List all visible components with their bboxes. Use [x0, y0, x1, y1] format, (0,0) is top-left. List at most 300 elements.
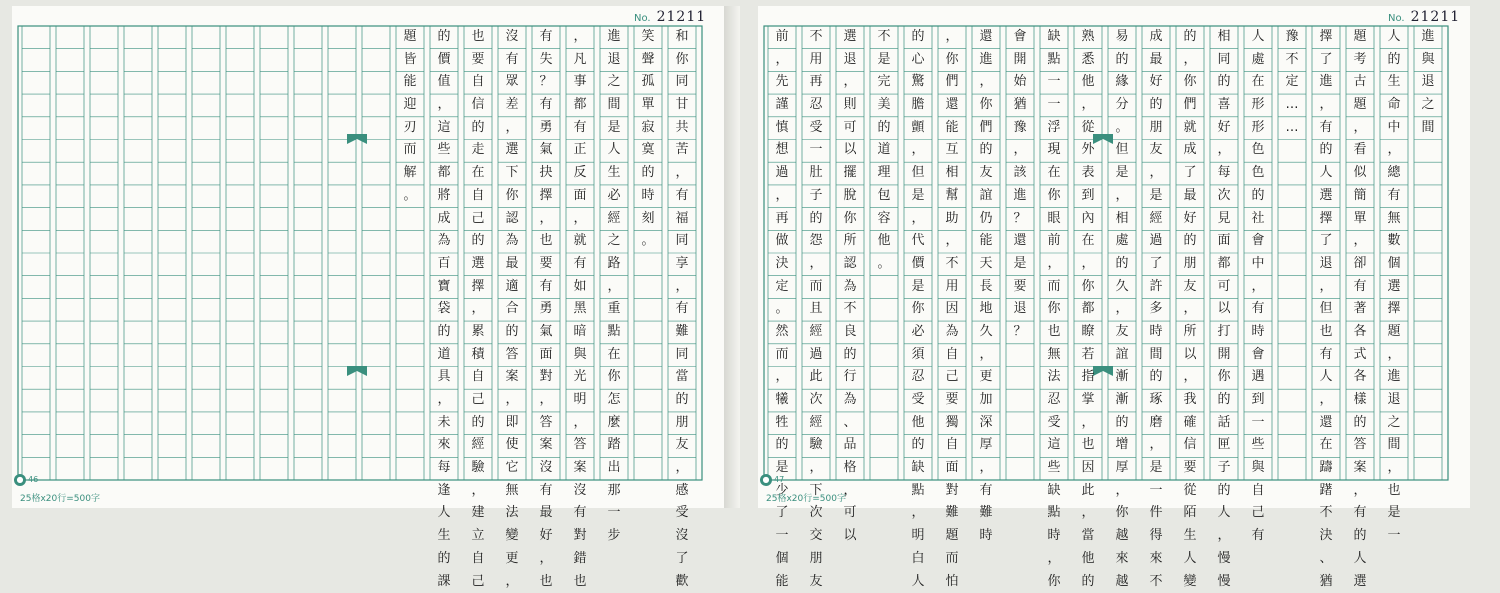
- manuscript-char: 是: [1112, 162, 1132, 185]
- manuscript-char: ，: [908, 502, 928, 525]
- text-column: [1078, 26, 1098, 593]
- text-column: [502, 26, 522, 593]
- manuscript-char: 缺: [1044, 480, 1064, 503]
- serial-label: No.: [1388, 13, 1405, 24]
- manuscript-char: 己: [468, 389, 488, 412]
- manuscript-char: ，: [502, 389, 522, 412]
- text-column: [604, 26, 624, 548]
- manuscript-char: 對: [570, 525, 590, 548]
- manuscript-char: ，: [1146, 162, 1166, 185]
- manuscript-char: 明: [570, 389, 590, 412]
- manuscript-char: 即: [502, 412, 522, 435]
- manuscript-char: 過: [806, 344, 826, 367]
- manuscript-char: ，: [840, 71, 860, 94]
- manuscript-char: 有: [1248, 298, 1268, 321]
- manuscript-char: 有: [536, 276, 556, 299]
- manuscript-char: 不: [1316, 502, 1336, 525]
- manuscript-char: ，: [672, 276, 692, 299]
- manuscript-char: 朋: [672, 412, 692, 435]
- manuscript-char: 人: [1350, 548, 1370, 571]
- manuscript-char: 人: [1384, 26, 1404, 49]
- manuscript-char: 人: [1316, 366, 1336, 389]
- manuscript-char: 謹: [772, 94, 792, 117]
- manuscript-char: 沒: [502, 26, 522, 49]
- manuscript-char: 悉: [1078, 49, 1098, 72]
- manuscript-char: 陌: [1180, 502, 1200, 525]
- manuscript-char: 正: [570, 139, 590, 162]
- manuscript-char: ，: [976, 71, 996, 94]
- manuscript-char: 單: [638, 94, 658, 117]
- text-column: [874, 26, 894, 276]
- manuscript-char: 而: [1044, 276, 1064, 299]
- manuscript-char: 有: [502, 49, 522, 72]
- manuscript-char: 社: [1248, 208, 1268, 231]
- text-column: [908, 26, 928, 593]
- manuscript-char: 黑: [570, 298, 590, 321]
- manuscript-char: 難: [976, 502, 996, 525]
- manuscript-char: 用: [806, 49, 826, 72]
- manuscript-char: 們: [976, 117, 996, 140]
- manuscript-char: 你: [840, 208, 860, 231]
- manuscript-char: 獨: [942, 412, 962, 435]
- manuscript-char: 有: [1384, 185, 1404, 208]
- manuscript-char: 人: [1214, 502, 1234, 525]
- manuscript-char: 以: [840, 139, 860, 162]
- manuscript-char: 必: [908, 321, 928, 344]
- manuscript-char: ，: [772, 185, 792, 208]
- manuscript-char: 你: [942, 49, 962, 72]
- manuscript-char: 最: [536, 502, 556, 525]
- manuscript-char: 誼: [976, 185, 996, 208]
- manuscript-char: 擇: [536, 185, 556, 208]
- manuscript-char: ，: [1316, 276, 1336, 299]
- manuscript-char: 以: [840, 525, 860, 548]
- manuscript-char: 袋: [434, 298, 454, 321]
- manuscript-char: 理: [874, 162, 894, 185]
- manuscript-char: 的: [468, 230, 488, 253]
- manuscript-char: 久: [1112, 276, 1132, 299]
- manuscript-char: 想: [772, 139, 792, 162]
- manuscript-char: 可: [840, 502, 860, 525]
- manuscript-char: ，: [942, 230, 962, 253]
- manuscript-char: 時: [1248, 321, 1268, 344]
- manuscript-char: 一: [1044, 71, 1064, 94]
- text-column: [942, 26, 962, 593]
- serial-label: No.: [634, 13, 651, 24]
- manuscript-char: 而: [400, 139, 420, 162]
- manuscript-char: 件: [1146, 502, 1166, 525]
- manuscript-char: 、: [1316, 548, 1336, 571]
- manuscript-char: 點: [604, 321, 624, 344]
- manuscript-char: 個: [1384, 253, 1404, 276]
- manuscript-char: 你: [604, 366, 624, 389]
- manuscript-char: 刃: [400, 117, 420, 140]
- manuscript-char: 的: [1214, 480, 1234, 503]
- manuscript-char: 題: [1350, 94, 1370, 117]
- manuscript-char: 的: [468, 117, 488, 140]
- manuscript-char: 的: [638, 162, 658, 185]
- manuscript-char: 會: [1010, 26, 1030, 49]
- manuscript-char: 友: [1112, 321, 1132, 344]
- manuscript-char: 答: [502, 344, 522, 367]
- manuscript-char: 的: [1350, 412, 1370, 435]
- manuscript-char: 的: [1146, 366, 1166, 389]
- manuscript-char: 多: [1146, 298, 1166, 321]
- manuscript-char: 完: [874, 71, 894, 94]
- manuscript-char: 形: [1248, 117, 1268, 140]
- manuscript-char: ，: [1248, 276, 1268, 299]
- manuscript-char: 友: [976, 162, 996, 185]
- manuscript-char: 白: [908, 548, 928, 571]
- manuscript-char: 驗: [468, 457, 488, 480]
- manuscript-char: ，: [672, 457, 692, 480]
- manuscript-char: 事: [570, 71, 590, 94]
- manuscript-char: 格: [840, 457, 860, 480]
- manuscript-char: 生: [1384, 71, 1404, 94]
- manuscript-char: 似: [1350, 162, 1370, 185]
- manuscript-char: 踏: [604, 434, 624, 457]
- manuscript-char: 變: [502, 525, 522, 548]
- manuscript-char: 定: [772, 276, 792, 299]
- manuscript-char: 互: [942, 139, 962, 162]
- manuscript-char: 經: [468, 434, 488, 457]
- manuscript-char: 一: [604, 502, 624, 525]
- manuscript-char: ，: [1180, 49, 1200, 72]
- manuscript-char: 許: [1146, 276, 1166, 299]
- manuscript-char: 前: [772, 26, 792, 49]
- manuscript-char: 都: [1214, 253, 1234, 276]
- manuscript-char: 厚: [1112, 457, 1132, 480]
- text-column: [536, 26, 556, 593]
- manuscript-char: 同: [672, 230, 692, 253]
- manuscript-char: 。: [874, 253, 894, 276]
- manuscript-char: 有: [570, 253, 590, 276]
- manuscript-char: ，: [1112, 298, 1132, 321]
- manuscript-char: 選: [1384, 276, 1404, 299]
- manuscript-char: 幫: [942, 185, 962, 208]
- serial-value: 21211: [1411, 9, 1461, 25]
- manuscript-char: 之: [1384, 412, 1404, 435]
- manuscript-char: 刻: [638, 208, 658, 231]
- manuscript-char: 該: [1010, 162, 1030, 185]
- manuscript-char: 、: [840, 412, 860, 435]
- manuscript-char: 與: [1248, 457, 1268, 480]
- manuscript-char: 有: [570, 502, 590, 525]
- manuscript-char: 的: [772, 434, 792, 457]
- manuscript-char: 總: [1384, 162, 1404, 185]
- manuscript-char: 些: [1248, 434, 1268, 457]
- manuscript-char: 與: [1418, 49, 1438, 72]
- manuscript-char: 歡: [672, 571, 692, 593]
- manuscript-char: ，: [1044, 548, 1064, 571]
- manuscript-char: 的: [1112, 49, 1132, 72]
- manuscript-char: 案: [536, 434, 556, 457]
- manuscript-char: 猶: [1010, 94, 1030, 117]
- manuscript-char: 品: [840, 434, 860, 457]
- manuscript-char: 們: [1180, 94, 1200, 117]
- manuscript-char: 甘: [672, 94, 692, 117]
- text-column: [1248, 26, 1268, 548]
- manuscript-char: 進: [1418, 26, 1438, 49]
- manuscript-char: 色: [1248, 139, 1268, 162]
- manuscript-char: 一: [1146, 480, 1166, 503]
- manuscript-char: ，: [1010, 139, 1030, 162]
- manuscript-char: 不: [840, 298, 860, 321]
- manuscript-char: 受: [1044, 412, 1064, 435]
- text-column: [1316, 26, 1336, 593]
- manuscript-char: 的: [976, 139, 996, 162]
- manuscript-char: ，: [806, 253, 826, 276]
- manuscript-char: 你: [672, 49, 692, 72]
- manuscript-char: 要: [468, 49, 488, 72]
- manuscript-char: 猶: [1316, 571, 1336, 593]
- manuscript-char: 了: [1316, 49, 1336, 72]
- manuscript-char: ，: [1384, 344, 1404, 367]
- text-column: [1044, 26, 1064, 593]
- manuscript-char: 和: [672, 26, 692, 49]
- manuscript-char: 你: [976, 94, 996, 117]
- manuscript-char: ，: [1078, 94, 1098, 117]
- manuscript-char: 答: [536, 412, 556, 435]
- manuscript-char: 分: [1112, 94, 1132, 117]
- manuscript-char: 前: [1044, 230, 1064, 253]
- manuscript-char: 案: [1350, 457, 1370, 480]
- manuscript-char: 的: [1146, 94, 1166, 117]
- manuscript-char: 選: [840, 26, 860, 49]
- manuscript-char: 受: [908, 389, 928, 412]
- manuscript-char: 以: [1180, 344, 1200, 367]
- manuscript-char: 瞭: [1078, 321, 1098, 344]
- manuscript-char: 的: [1316, 139, 1336, 162]
- manuscript-char: 脫: [840, 185, 860, 208]
- manuscript-char: ，: [502, 117, 522, 140]
- manuscript-char: ，: [1112, 185, 1132, 208]
- manuscript-char: 福: [672, 208, 692, 231]
- manuscript-char: 有: [672, 185, 692, 208]
- grid-frame: [18, 26, 702, 480]
- manuscript-char: 怎: [604, 389, 624, 412]
- manuscript-char: 友: [1146, 139, 1166, 162]
- manuscript-char: 慢: [1214, 548, 1234, 571]
- manuscript-char: 漸: [1112, 366, 1132, 389]
- manuscript-char: 打: [1214, 321, 1234, 344]
- manuscript-char: 琢: [1146, 389, 1166, 412]
- manuscript-char: 同: [672, 71, 692, 94]
- manuscript-char: 的: [1384, 49, 1404, 72]
- manuscript-char: 無: [1384, 208, 1404, 231]
- manuscript-char: 人: [1180, 548, 1200, 571]
- manuscript-char: 了: [772, 502, 792, 525]
- manuscript-char: 誼: [1112, 344, 1132, 367]
- manuscript-char: 當: [1078, 525, 1098, 548]
- manuscript-char: 題: [1384, 321, 1404, 344]
- manuscript-char: 決: [772, 253, 792, 276]
- manuscript-char: 好: [1180, 208, 1200, 231]
- manuscript-char: 累: [468, 321, 488, 344]
- manuscript-char: 經: [806, 412, 826, 435]
- manuscript-char: 卻: [1350, 253, 1370, 276]
- manuscript-char: 要: [1010, 276, 1030, 299]
- manuscript-char: 寞: [638, 139, 658, 162]
- manuscript-char: …: [1282, 94, 1302, 117]
- manuscript-char: 出: [604, 457, 624, 480]
- manuscript-char: 些: [1044, 457, 1064, 480]
- manuscript-char: 走: [468, 139, 488, 162]
- manuscript-char: 同: [1214, 49, 1234, 72]
- manuscript-char: 膽: [908, 94, 928, 117]
- manuscript-char: 遇: [1248, 366, 1268, 389]
- manuscript-char: 最: [1180, 185, 1200, 208]
- manuscript-char: 光: [570, 366, 590, 389]
- manuscript-char: 每: [1214, 162, 1234, 185]
- text-column: [1112, 26, 1132, 593]
- manuscript-char: 色: [1248, 162, 1268, 185]
- manuscript-char: 須: [908, 344, 928, 367]
- manuscript-char: 來: [1146, 548, 1166, 571]
- manuscript-char: 躊: [1316, 457, 1336, 480]
- manuscript-char: 面: [536, 344, 556, 367]
- manuscript-char: 如: [570, 276, 590, 299]
- manuscript-char: ，: [468, 480, 488, 503]
- manuscript-char: 可: [1214, 276, 1234, 299]
- manuscript-page-left: [12, 6, 724, 508]
- manuscript-char: 不: [806, 26, 826, 49]
- manuscript-char: 的: [908, 26, 928, 49]
- manuscript-char: 擇: [468, 276, 488, 299]
- manuscript-char: 合: [502, 298, 522, 321]
- manuscript-char: 而: [942, 548, 962, 571]
- manuscript-char: 都: [570, 94, 590, 117]
- manuscript-char: 得: [1146, 525, 1166, 548]
- manuscript-char: ，: [502, 571, 522, 593]
- manuscript-char: 友: [806, 571, 826, 593]
- manuscript-char: 逢: [434, 480, 454, 503]
- manuscript-char: 退: [1316, 253, 1336, 276]
- manuscript-char: 這: [434, 117, 454, 140]
- manuscript-char: 案: [570, 457, 590, 480]
- manuscript-char: 自: [468, 71, 488, 94]
- manuscript-char: 差: [502, 94, 522, 117]
- manuscript-char: 己: [468, 208, 488, 231]
- manuscript-char: 熟: [1078, 26, 1098, 49]
- manuscript-char: 面: [1214, 230, 1234, 253]
- manuscript-char: 時: [1044, 525, 1064, 548]
- manuscript-char: 助: [942, 208, 962, 231]
- manuscript-char: 久: [976, 321, 996, 344]
- manuscript-char: 能: [772, 571, 792, 593]
- manuscript-char: 是: [908, 276, 928, 299]
- manuscript-char: 眼: [1044, 208, 1064, 231]
- manuscript-char: 浮: [1044, 117, 1064, 140]
- manuscript-char: 要: [536, 253, 556, 276]
- manuscript-char: 難: [672, 321, 692, 344]
- manuscript-char: ，: [570, 208, 590, 231]
- manuscript-char: 答: [570, 434, 590, 457]
- manuscript-char: 間: [604, 94, 624, 117]
- manuscript-char: 道: [874, 139, 894, 162]
- manuscript-char: 也: [1384, 480, 1404, 503]
- manuscript-char: 之: [1418, 94, 1438, 117]
- manuscript-char: 形: [1248, 94, 1268, 117]
- manuscript-char: 點: [1044, 502, 1064, 525]
- manuscript-char: 此: [806, 366, 826, 389]
- manuscript-char: 考: [1350, 49, 1370, 72]
- page-number: 47: [774, 475, 784, 484]
- manuscript-char: 厚: [976, 434, 996, 457]
- manuscript-char: 他: [1078, 71, 1098, 94]
- manuscript-char: ，: [976, 457, 996, 480]
- manuscript-char: ？: [1010, 321, 1030, 344]
- manuscript-char: 失: [536, 49, 556, 72]
- manuscript-char: 答: [1350, 434, 1370, 457]
- manuscript-char: ，: [772, 49, 792, 72]
- manuscript-char: 你: [1180, 71, 1200, 94]
- manuscript-char: 因: [942, 298, 962, 321]
- manuscript-char: 子: [1214, 457, 1234, 480]
- manuscript-char: 外: [1078, 139, 1098, 162]
- manuscript-char: 抉: [536, 162, 556, 185]
- manuscript-char: 迎: [400, 94, 420, 117]
- manuscript-char: 不: [1146, 571, 1166, 593]
- manuscript-char: 加: [976, 389, 996, 412]
- manuscript-char: 開: [1010, 49, 1030, 72]
- manuscript-char: 自: [942, 344, 962, 367]
- manuscript-char: 在: [1316, 434, 1336, 457]
- manuscript-char: 有: [976, 480, 996, 503]
- manuscript-char: 過: [772, 162, 792, 185]
- text-column: [638, 26, 658, 253]
- manuscript-char: 擇: [1384, 298, 1404, 321]
- manuscript-char: 皆: [400, 49, 420, 72]
- manuscript-char: 的: [1078, 571, 1098, 593]
- manuscript-char: 看: [1350, 139, 1370, 162]
- manuscript-char: 擇: [1316, 26, 1336, 49]
- manuscript-char: 指: [1078, 366, 1098, 389]
- page-badge-icon: ●: [760, 474, 772, 486]
- manuscript-char: 更: [502, 548, 522, 571]
- manuscript-char: 法: [502, 502, 522, 525]
- manuscript-char: ，: [1350, 230, 1370, 253]
- manuscript-char: 處: [1248, 49, 1268, 72]
- manuscript-char: 相: [1214, 26, 1234, 49]
- manuscript-char: 我: [1180, 389, 1200, 412]
- manuscript-char: 有: [536, 94, 556, 117]
- text-column: [1384, 26, 1404, 548]
- manuscript-char: ，: [1180, 366, 1200, 389]
- manuscript-char: 用: [942, 276, 962, 299]
- manuscript-char: ，: [1078, 253, 1098, 276]
- manuscript-char: 人: [1248, 26, 1268, 49]
- manuscript-char: 你: [1044, 298, 1064, 321]
- manuscript-char: 包: [874, 185, 894, 208]
- page-number: 46: [28, 475, 38, 484]
- serial-value: 21211: [657, 9, 707, 25]
- manuscript-char: 不: [874, 26, 894, 49]
- manuscript-char: 以: [1214, 298, 1234, 321]
- manuscript-char: 慢: [1214, 571, 1234, 593]
- manuscript-char: 為: [840, 389, 860, 412]
- manuscript-char: ，: [1146, 434, 1166, 457]
- manuscript-char: 而: [806, 276, 826, 299]
- manuscript-char: 眾: [502, 71, 522, 94]
- manuscript-char: 一: [1044, 94, 1064, 117]
- manuscript-char: 己: [468, 571, 488, 593]
- manuscript-char: 有: [672, 298, 692, 321]
- manuscript-char: ，: [1180, 298, 1200, 321]
- manuscript-char: 成: [434, 208, 454, 231]
- manuscript-char: 缺: [908, 457, 928, 480]
- manuscript-char: 是: [772, 457, 792, 480]
